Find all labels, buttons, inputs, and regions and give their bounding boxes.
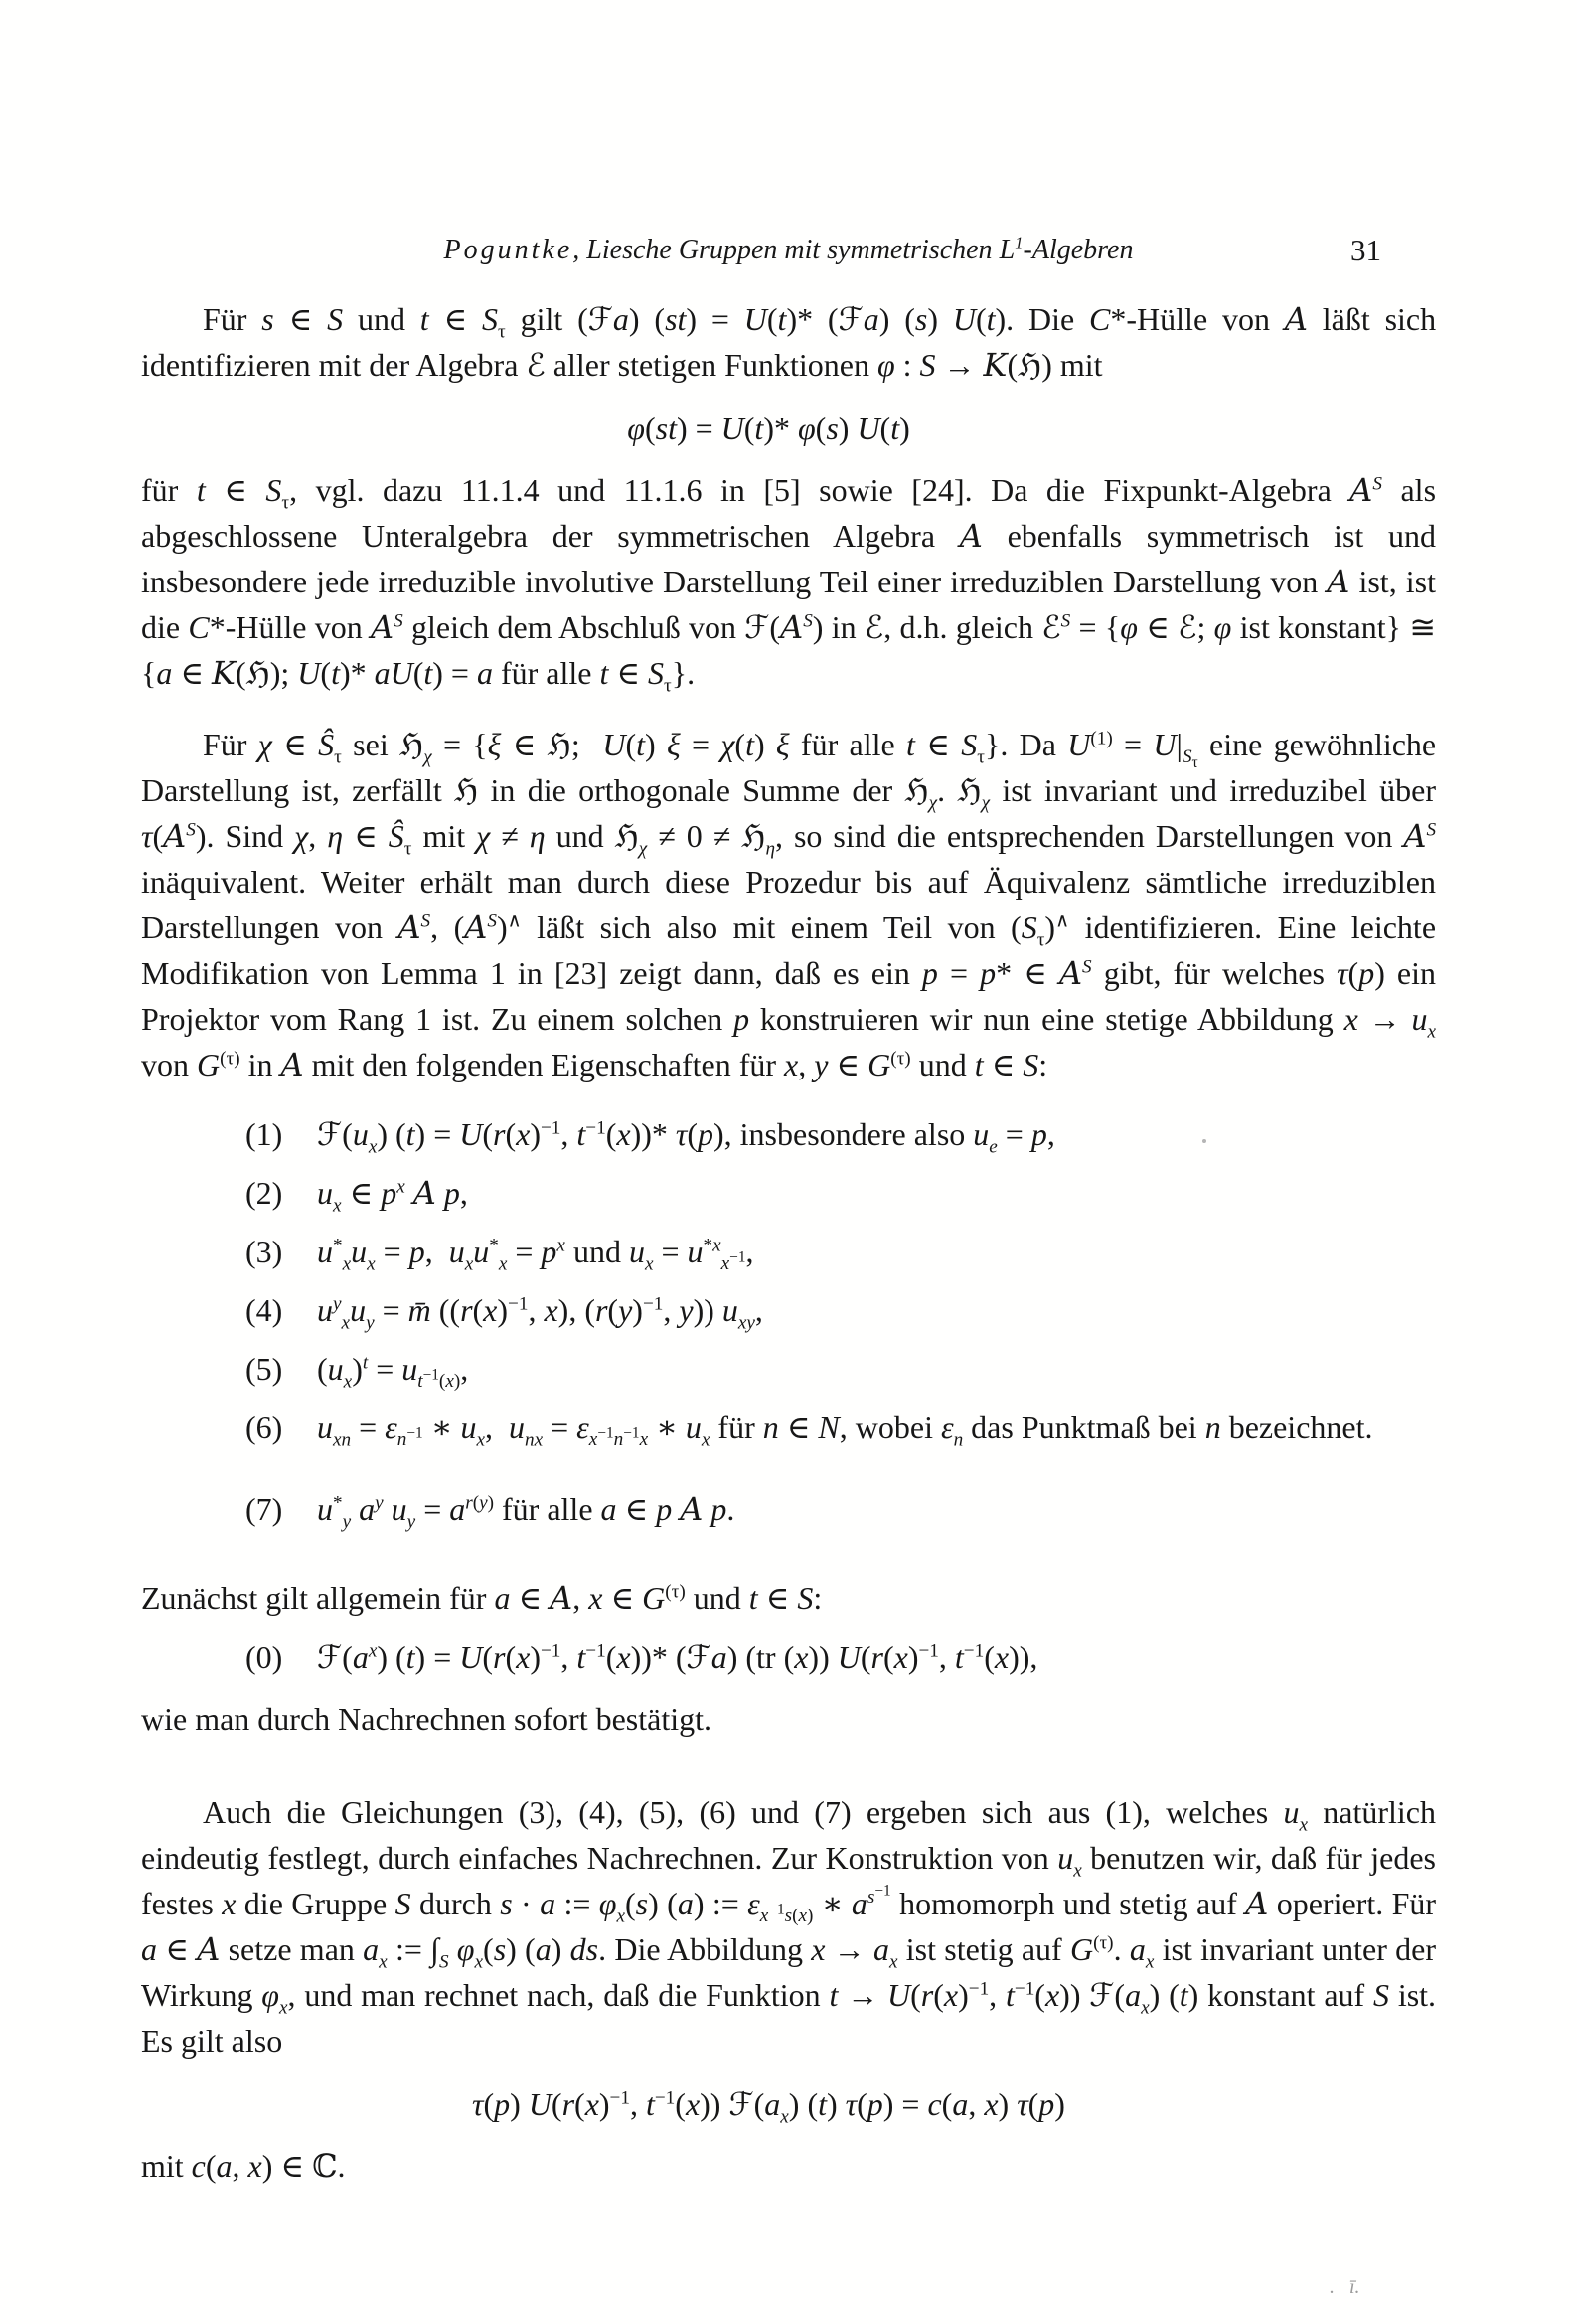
property-item (141, 1634, 1436, 1680)
display-equation: φ(st) = U(t)* φ(s) U(t) (627, 411, 910, 446)
property-list (141, 1111, 1436, 1532)
paragraph: für t ∈ $S_\tau$, vgl. dazu 11.1.4 und 11.1.6 in [5] sowie [24]. Da die Fixpunkt-Algebra $A^S$ als abgeschlossene Unteralgebra der symmetrischen Algebra A ebenfalls symmetrisch ist und insbesondere jede irreduzible involutive Darstellung Teil einer irreduziblen Darstellung von A ist, ist die C*-Hülle von $A^S$ gleich dem Abschluß von $ℱ(A^S)$ in ℰ, d.h. gleich ℰ$^S$ = {φ ∈ ℰ; φ ist konstant} ≅ {a ∈ K(ℌ); U(t)* aU(t) = a für alle t ∈ $S_\tau$}. (141, 471, 1437, 697)
property-item (141, 1346, 1436, 1392)
running-title: Poguntke, Liesche Gruppen mit symmetrischen $L^1$-Algebren (443, 233, 1134, 265)
paragraph: Zunächst gilt allgemein für a ∈ A, x ∈ $G^{(\tau)}$ und t ∈ S: (141, 1579, 823, 1617)
scan-speck (1202, 1139, 1206, 1143)
item-text: $u_{xn} = \varepsilon_{n^{-1}}$ ∗ $u_x$, $u_{nx} = \varepsilon_{x^{-1}n^{-1}x}$ ∗ $u_x$ für n ∈ N, wobei $\varepsilon_n$ das Punktmaß bei n bezeichnet. (317, 1410, 1373, 1451)
item-number: (1) (245, 1116, 283, 1152)
item-number: (4) (245, 1292, 283, 1328)
item-text: $ℱ(a^x) (t) = U(r(x)^{-1}$, $t^{-1}(x))*$ (ℱa) (tr (x)) $U(r(x)^{-1}$, $t^{-1}(x)$), (317, 1639, 1038, 1675)
property-item (141, 1405, 1436, 1450)
property-item (141, 1111, 1436, 1157)
paragraph: Auch die Gleichungen (3), (4), (5), (6) und (7) ergeben sich aus (1), welches $u_x$ natürlich eindeutig festlegt, durch einfaches Nachrechnen. Zur Konstruktion von $u_x$ benutzen wir, daß für jedes festes x die Gruppe S durch s · a := $\varphi_x(s)$ (a) := $\varepsilon_{x^{-1}s(x)}$ ∗ $a^{s^{-1}}$ homomorph und stetig auf A operiert. Für a ∈ A setze man $a_x$ := $\int_S$ $\varphi_x(s)$ (a) ds. Die Abbildung $x \to a_x$ ist stetig auf $G^{(\tau)}$. $a_x$ ist invariant unter der Wirkung $\varphi_x$, und man rechnet nach, daß die Funktion $t \to U(r(x)^{-1}$, $t^{-1}(x)$) $ℱ(a_x)$ (t) konstant auf S ist. Es gilt also (141, 1794, 1437, 2059)
item-text: $u^*_y$ $a^y$ $u_y = a^{r(y)}$ für alle a ∈ p A p. (317, 1490, 735, 1533)
item-number: (3) (245, 1234, 283, 1269)
display-equation: τ(p) $U(r(x)^{-1}$, $t^{-1}(x)$) $ℱ(a_x)$ (t) τ(p) = c(a, x) τ(p) (472, 2086, 1065, 2128)
running-head (141, 0, 1436, 270)
property-item (141, 1229, 1436, 1274)
item-text: $u^*_xu_x = p$, $u_xu^*_x = p^x$ und $u_x = u^{*x}_{x^{-1}}$, (317, 1234, 754, 1275)
item-number: (6) (245, 1410, 283, 1445)
scan-artifact: . ī. (1330, 2276, 1360, 2298)
item-number: (5) (245, 1351, 283, 1387)
paragraph: Für s ∈ S und t ∈ $S_\tau$ gilt (ℱa) (st) = U(t)* (ℱa) (s) U(t). Die C*-Hülle von A läßt sich identifizieren mit der Algebra ℰ aller stetigen Funktionen φ : S → K(ℌ) mit (141, 300, 1437, 384)
property-item (141, 1170, 1436, 1216)
item-text: $(u_x)^t = u_{t^{-1}(x)}$, (317, 1351, 469, 1393)
property-item (141, 1287, 1436, 1333)
item-number: (2) (245, 1175, 283, 1211)
paragraph: wie man durch Nachrechnen sofort bestätigt. (141, 1701, 712, 1737)
item-number: (7) (245, 1491, 283, 1527)
item-number: (0) (245, 1639, 283, 1675)
paragraph: mit c(a, x) ∈ ℂ. (141, 2148, 346, 2184)
item-text: $ℱ(u_x) (t) = U(r(x)^{-1}$, $t^{-1}(x))*$ τ(p), insbesondere also $u_e = p$, (317, 1116, 1055, 1158)
item-text: $u^y_xu_y$ = m̄ (($r(x)^{-1}$, x), ($r(y)^{-1}$, y)) $u_{xy}$, (317, 1292, 763, 1334)
paragraph: Für χ ∈ $Ŝ_\tau$ sei ℌ$_\chi$ = {ξ ∈ ℌ; U(t) ξ = χ(t) ξ für alle t ∈ $S_\tau$}. Da $U^{(1)} = U|_{S_\tau}$ eine gewöhnliche Darstellung ist, zerfällt ℌ in die orthogonale Summe der ℌ$_\chi$. ℌ$_\chi$ ist invariant und irreduzibel über $\tau(A^S)$. Sind χ, η ∈ $Ŝ_\tau$ mit χ ≠ η und ℌ$_\chi$ ≠ 0 ≠ ℌ$_\eta$, so sind die entsprechenden Darstellungen von $A^S$ inäquivalent. Weiter erhält man durch diese Prozedur bis auf Äquivalenz sämtliche irreduziblen Darstellungen von $A^S$, $(A^S)^\wedge$ läßt sich also mit einem Teil von $(S_\tau)^\wedge$ identifizieren. Eine leichte Modifikation von Lemma 1 in [23] zeigt dann, daß es ein p = p* ∈ $A^S$ gibt, für welches τ(p) ein Projektor vom Rang 1 ist. Zu einem solchen p konstruieren wir nun eine stetige Abbildung $x \to u_x$ von $G^{(\tau)}$ in A mit den folgenden Eigenschaften für x, y ∈ $G^{(\tau)}$ und t ∈ S: (141, 727, 1437, 1083)
page-number: 31 (1350, 233, 1381, 267)
item-text: $u_x$ ∈ $p^x$ A p, (317, 1174, 468, 1217)
property-item (141, 1486, 1436, 1532)
text-column (141, 296, 1436, 2189)
